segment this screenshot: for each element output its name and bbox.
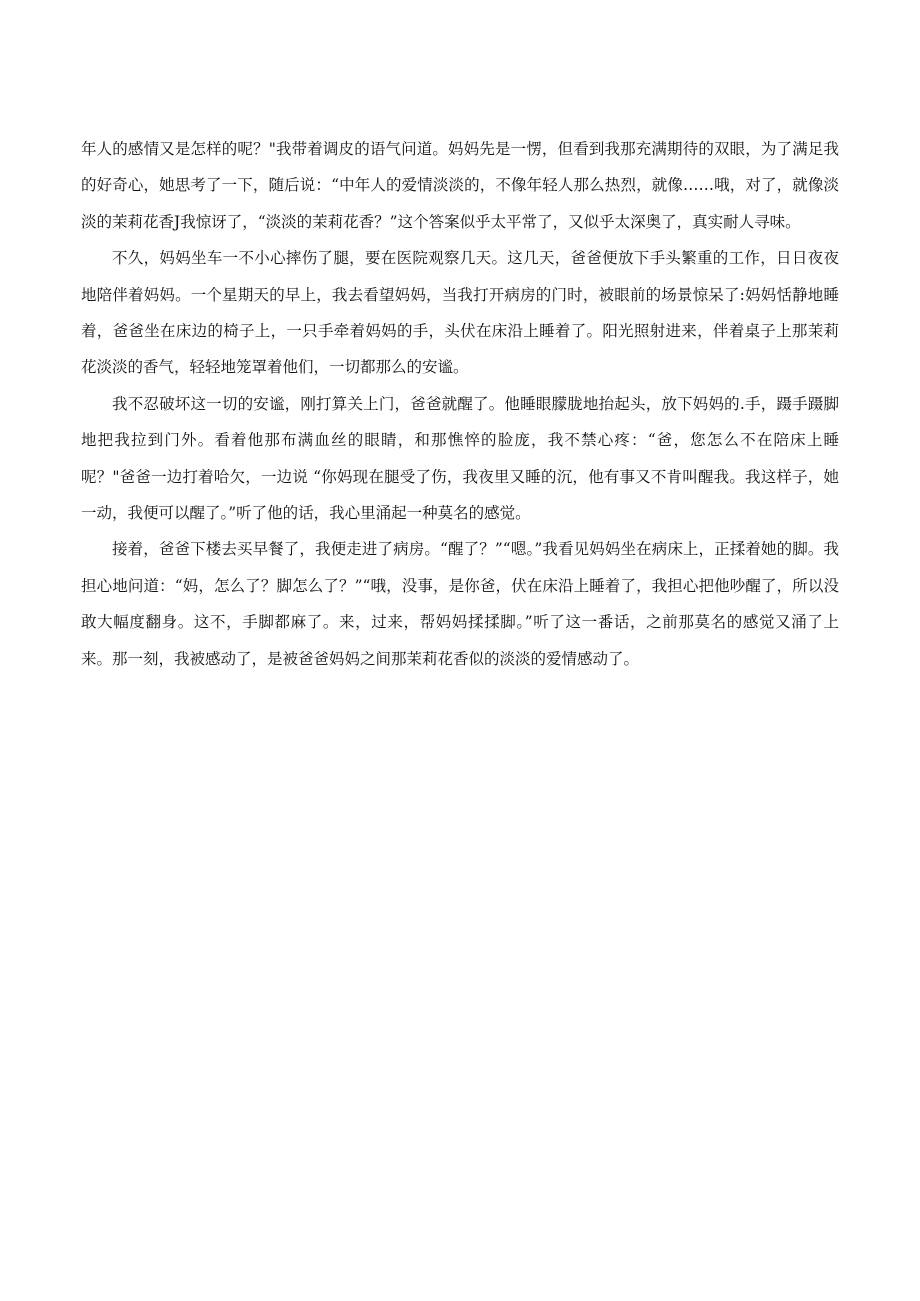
paragraph-1: 年人的感情又是怎样的呢？"我带着调皮的语气问道。妈妈先是一愣，但看到我那充满期待的双眼，为了满足我的好奇心，她思考了一下，随后说：“中年人的爱情淡淡的，不像年轻人那么热烈，就像……哦，对了，就像淡淡的茉莉花香J我惊讶了，“淡淡的茉莉花香？”这个答案似乎太平常了，又似乎太深奥了，真实耐人寻味。 — [81, 140, 839, 231]
article-body — [81, 131, 839, 677]
paragraph-3: 我不忍破坏这一切的安谧，刚打算关上门，爸爸就醒了。他睡眼朦胧地抬起头，放下妈妈的.手，蹑手蹑脚地把我拉到门外。看着他那布满血丝的眼睛，和那憔悴的脸庞，我不禁心疼：“爸，您怎么不在陪床上睡呢？"爸爸一边打着哈欠，一边说 “你妈现在腿受了伤，我夜里又睡的沉，他有事又不肯叫醒我。我这样子，她一动，我便可以醒了。”听了他的话，我心里涌起一种莫名的感觉。 — [81, 394, 839, 523]
paragraph-4: 接着，爸爸下楼去买早餐了，我便走进了病房。“醒了？”“嗯。”我看见妈妈坐在病床上，正揉着她的脚。我担心地问道：“妈，怎么了？脚怎么了？”“哦，没事，是你爸，伏在床沿上睡着了，我担心把他吵醒了，所以没敢大幅度翻身。这不，手脚都麻了。来，过来，帮妈妈揉揉脚。”听了这一番话，之前那莫名的感觉又涌了上来。那一刻，我被感动了，是被爸爸妈妈之间那茉莉花香似的淡淡的爱情感动了。 — [81, 540, 839, 668]
paragraph-2: 不久，妈妈坐车一不小心摔伤了腿，要在医院观察几天。这几天，爸爸便放下手头繁重的工作，日日夜夜地陪伴着妈妈。一个星期天的早上，我去看望妈妈，当我打开病房的门时，被眼前的场景惊呆了:妈妈恬静地睡着，爸爸坐在床边的椅子上，一只手牵着妈妈的手，头伏在床沿上睡着了。阳光照射进来，伴着桌子上那茉莉花淡淡的香气，轻轻地笼罩着他们，一切都那么的安谧。 — [81, 249, 839, 377]
